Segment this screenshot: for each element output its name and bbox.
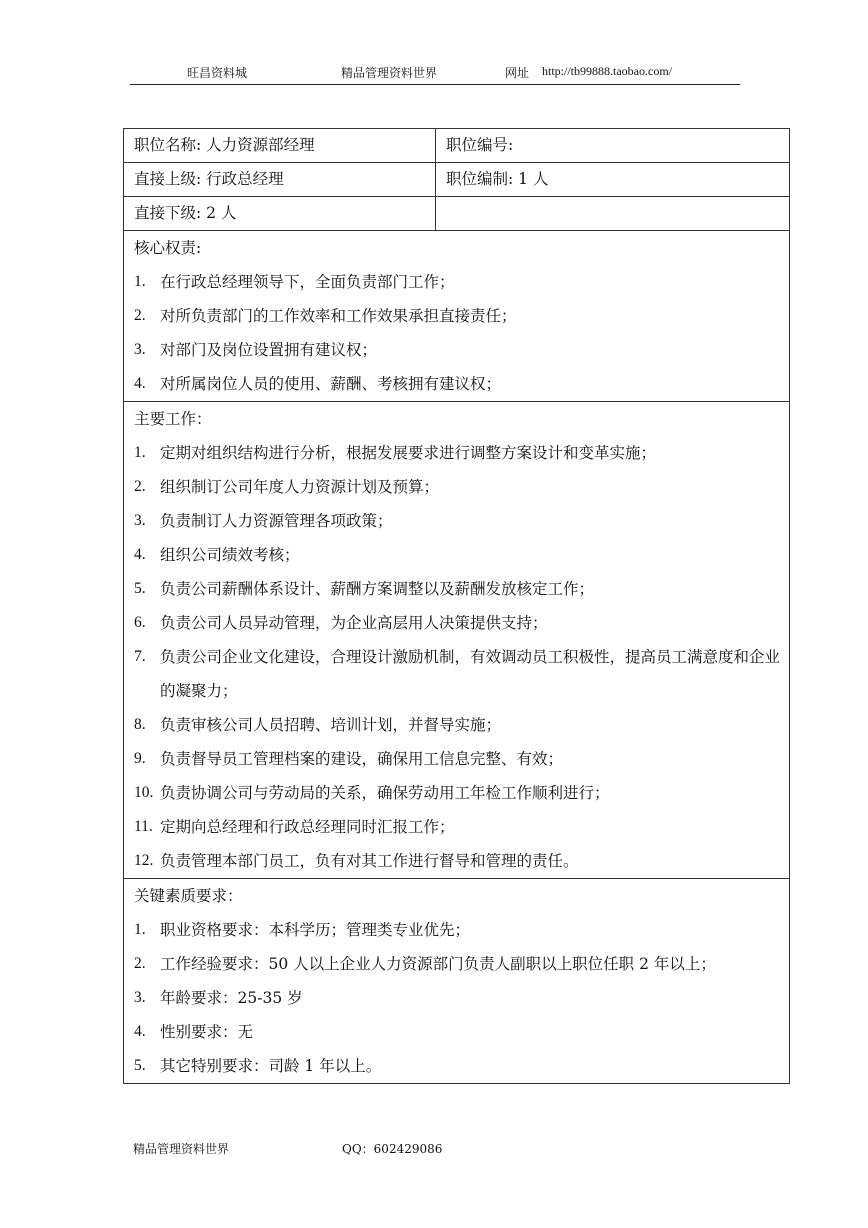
- list-item: [134, 606, 781, 640]
- job-name: 职位名称: 人力资源部经理: [124, 129, 436, 163]
- shop-name: 旺昌资料城: [187, 66, 248, 80]
- list-item: [134, 640, 781, 708]
- item-number: 8.: [134, 716, 146, 733]
- job-code: 职位编号:: [436, 129, 790, 163]
- section-title: 关键素质要求：: [134, 887, 243, 905]
- item-text: 对部门及岗位设置拥有建议权；: [160, 341, 378, 359]
- url-label: 网址: [505, 66, 530, 80]
- list-item: [134, 538, 781, 572]
- list-item: [134, 810, 781, 844]
- item-number: 12.: [134, 852, 154, 869]
- item-text: 组织制订公司年度人力资源计划及预算；: [160, 478, 440, 496]
- item-text: 负责制订人力资源管理各项政策；: [160, 512, 393, 530]
- page-header: [130, 62, 740, 85]
- item-text: 负责督导员工管理档案的建设，确保用工信息完整、有效；: [160, 750, 564, 768]
- quality-list: [134, 913, 781, 1083]
- footer-qq: QQ：602429086: [342, 1142, 443, 1156]
- item-number: 2.: [134, 478, 146, 495]
- item-number: 4.: [134, 1023, 146, 1040]
- item-text: 负责公司企业文化建设，合理设计激励机制，有效调动员工积极性，提高员工满意度和企业的凝聚力；: [160, 648, 781, 700]
- list-item: [134, 947, 781, 981]
- list-item: [134, 572, 781, 606]
- work-list: [134, 436, 781, 878]
- list-item: [134, 708, 781, 742]
- item-number: 2.: [134, 955, 146, 972]
- item-number: 2.: [134, 307, 146, 324]
- item-number: 10.: [134, 784, 154, 801]
- item-text: 负责审核公司人员招聘、培训计划，并督导实施；: [160, 716, 502, 734]
- item-text: 定期对组织结构进行分析，根据发展要求进行调整方案设计和变革实施；: [160, 444, 657, 462]
- item-text: 年龄要求：25-35 岁: [160, 989, 303, 1007]
- direct-superior: 直接上级: 行政总经理: [124, 163, 436, 197]
- list-item: [134, 265, 781, 299]
- item-number: 3.: [134, 512, 146, 529]
- list-item: [134, 742, 781, 776]
- list-item: [134, 913, 781, 947]
- list-item: [134, 470, 781, 504]
- section-title: 核心权责:: [134, 239, 202, 257]
- item-text: 负责公司薪酬体系设计、薪酬方案调整以及薪酬发放核定工作；: [160, 580, 595, 598]
- url-link[interactable]: http://tb99888.taobao.com/: [542, 64, 672, 78]
- item-text: 对所属岗位人员的使用、薪酬、考核拥有建议权；: [160, 375, 502, 393]
- item-number: 3.: [134, 989, 146, 1006]
- list-item: [134, 504, 781, 538]
- item-text: 其它特别要求：司龄 1 年以上。: [160, 1057, 382, 1075]
- item-number: 1.: [134, 273, 146, 290]
- list-item: [134, 1015, 781, 1049]
- item-text: 负责协调公司与劳动局的关系，确保劳动用工年检工作顺利进行；: [160, 784, 610, 802]
- core-list: [134, 265, 781, 401]
- item-number: 4.: [134, 375, 146, 392]
- item-number: 1.: [134, 444, 146, 461]
- core-responsibilities-section: [124, 231, 790, 402]
- item-number: 5.: [134, 580, 146, 597]
- list-item: [134, 844, 781, 878]
- item-text: 在行政总经理领导下，全面负责部门工作；: [160, 273, 455, 291]
- item-text: 职业资格要求：本科学历；管理类专业优先；: [160, 921, 471, 939]
- list-item: [134, 333, 781, 367]
- item-text: 工作经验要求：50 人以上企业人力资源部门负责人副职以上职位任职 2 年以上；: [160, 955, 716, 973]
- item-number: 1.: [134, 921, 146, 938]
- item-text: 对所负责部门的工作效率和工作效果承担直接责任；: [160, 307, 517, 325]
- list-item: [134, 776, 781, 810]
- item-text: 负责公司人员异动管理，为企业高层用人决策提供支持；: [160, 614, 548, 632]
- footer-left: 精品管理资料世界: [133, 1142, 230, 1156]
- item-number: 3.: [134, 341, 146, 358]
- item-number: 5.: [134, 1057, 146, 1074]
- empty-cell: [436, 197, 790, 231]
- item-text: 负责管理本部门员工，负有对其工作进行督导和管理的责任。: [160, 852, 579, 870]
- headcount: 职位编制: 1 人: [436, 163, 790, 197]
- item-text: 性别要求：无: [160, 1023, 254, 1041]
- item-number: 11.: [134, 818, 153, 835]
- direct-subordinates: 直接下级: 2 人: [124, 197, 436, 231]
- list-item: [134, 299, 781, 333]
- header-world: 精品管理资料世界: [341, 66, 438, 80]
- job-description-table: [123, 128, 790, 1084]
- key-quality-section: [124, 879, 790, 1084]
- item-number: 9.: [134, 750, 146, 767]
- item-number: 7.: [134, 648, 146, 665]
- item-number: 6.: [134, 614, 146, 631]
- item-number: 4.: [134, 546, 146, 563]
- main-work-section: [124, 402, 790, 879]
- item-text: 组织公司绩效考核；: [160, 546, 300, 564]
- list-item: [134, 436, 781, 470]
- section-title: 主要工作：: [134, 410, 212, 428]
- list-item: [134, 367, 781, 401]
- list-item: [134, 981, 781, 1015]
- list-item: [134, 1049, 781, 1083]
- item-text: 定期向总经理和行政总经理同时汇报工作；: [160, 818, 455, 836]
